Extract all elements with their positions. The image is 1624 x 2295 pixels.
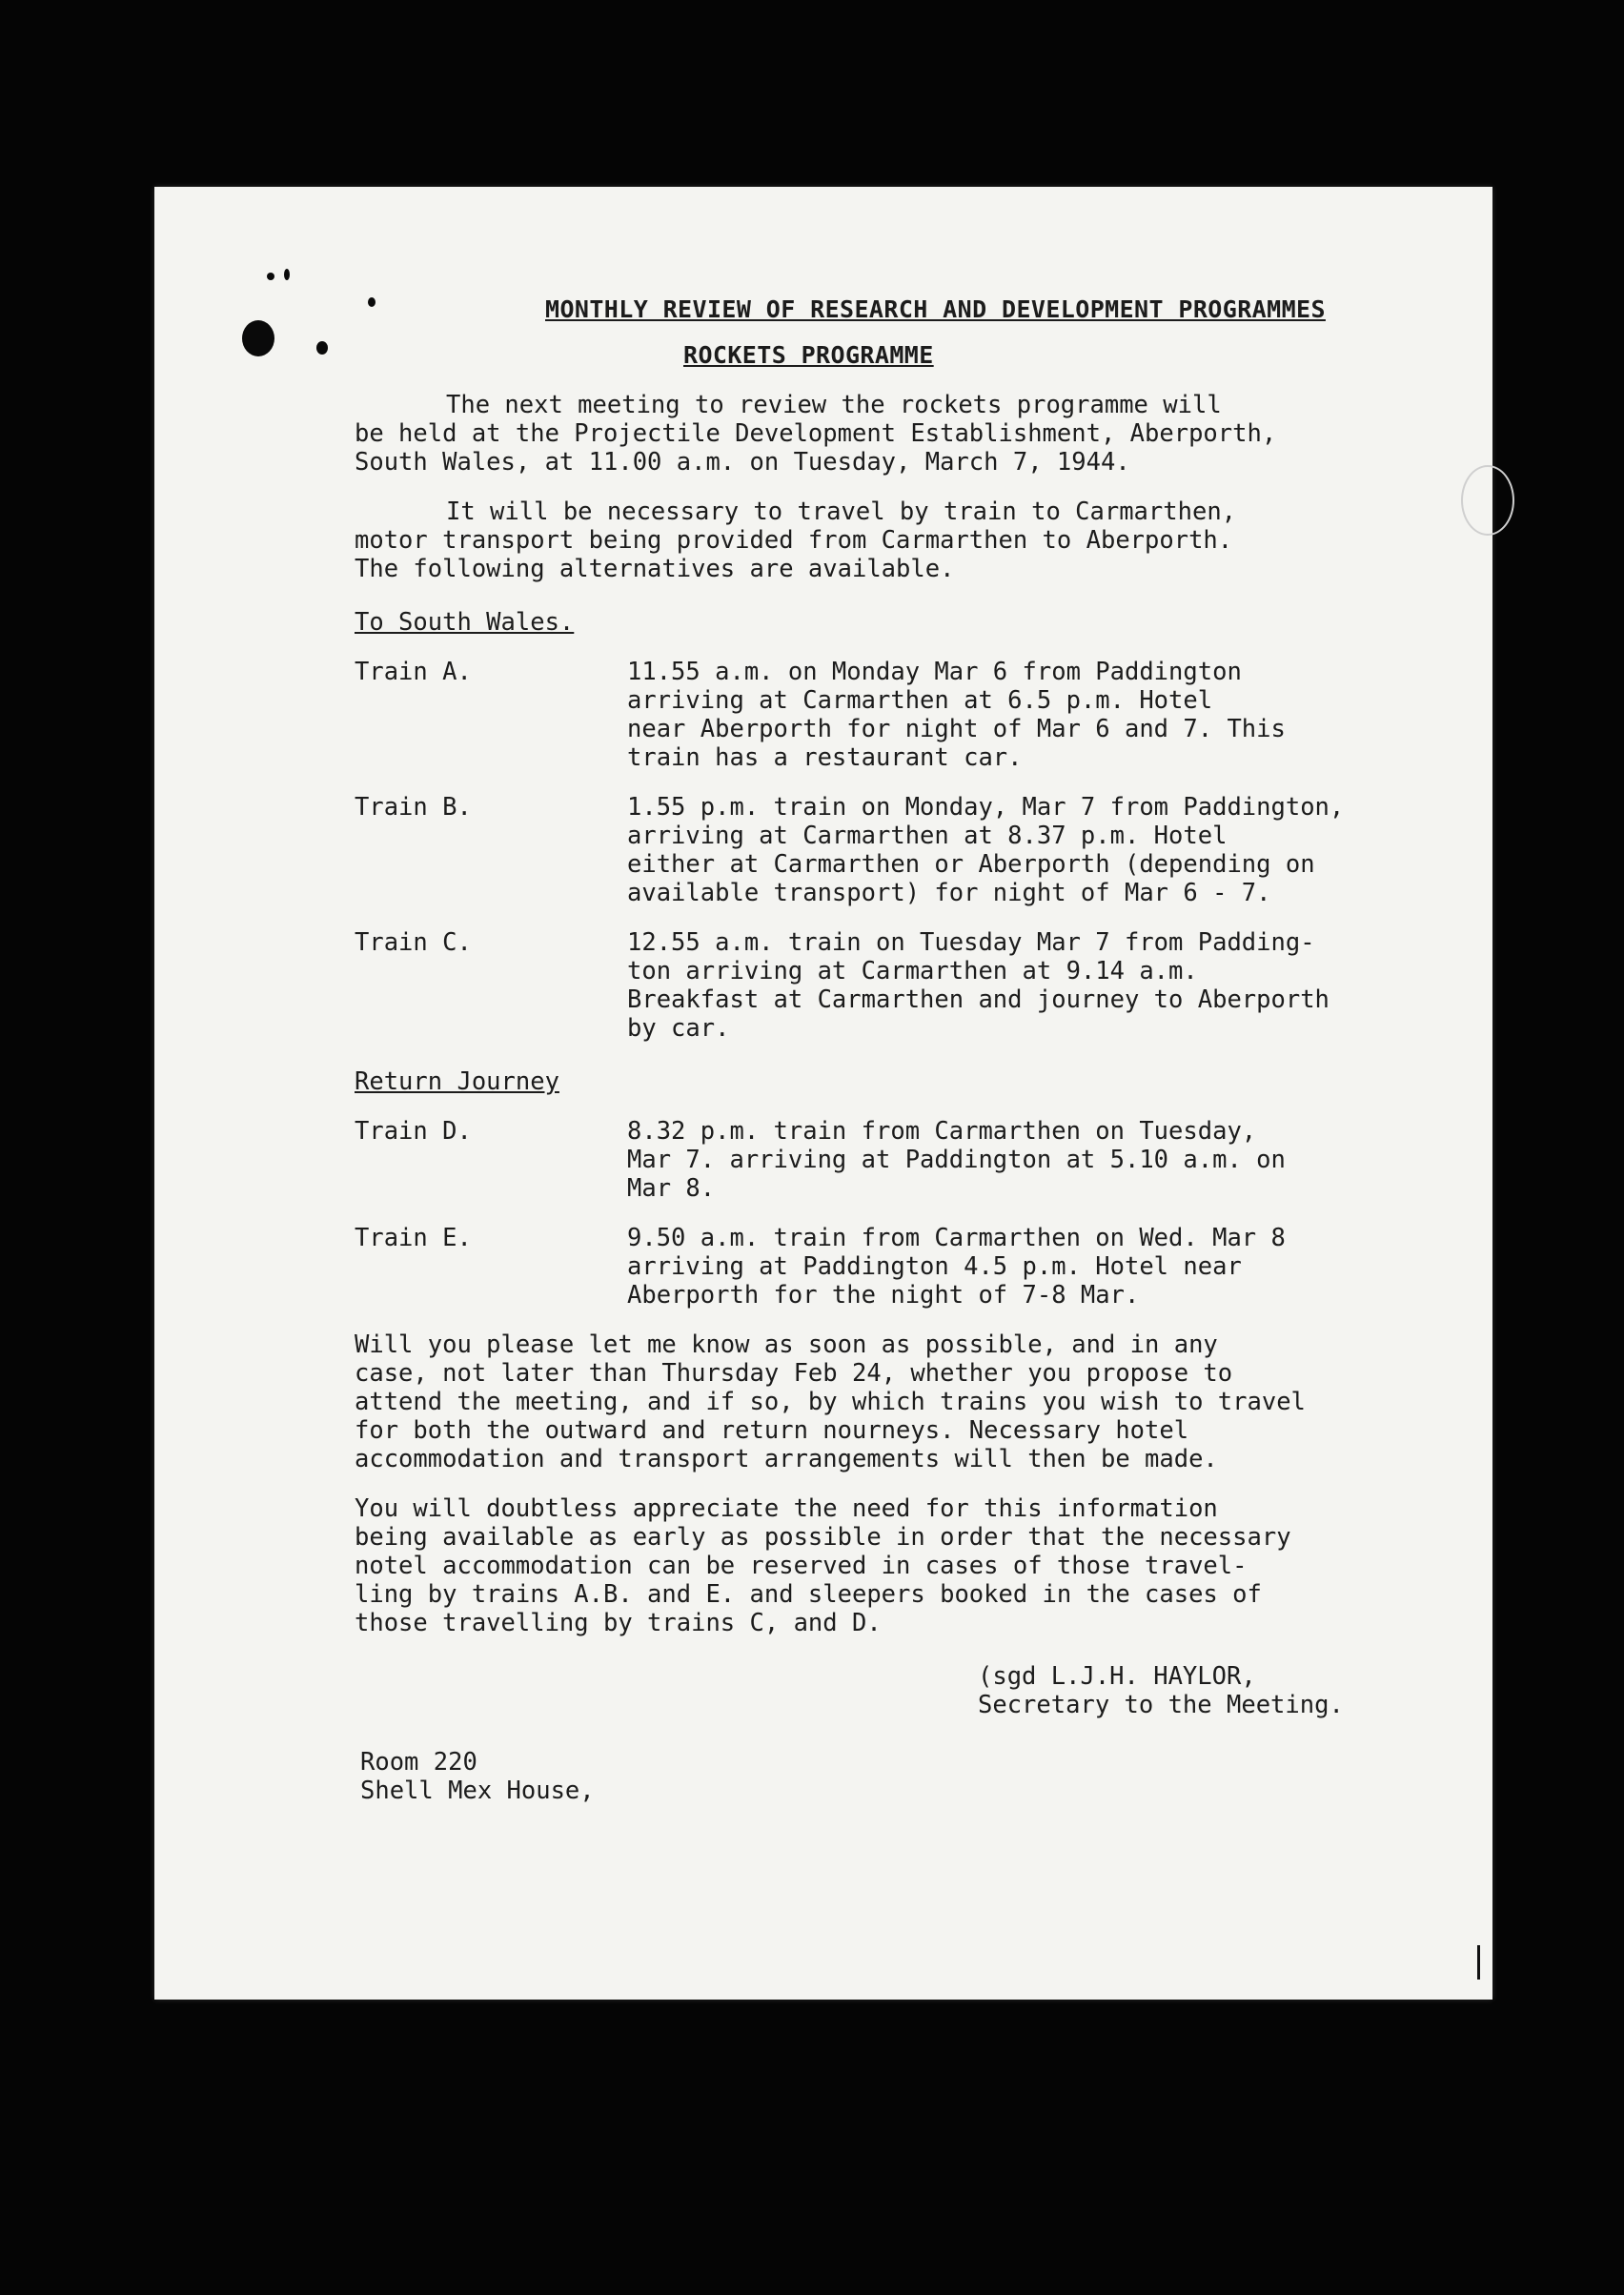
train-label: Train C. xyxy=(355,928,472,957)
train-details: 9.50 a.m. train from Carmarthen on Wed. Mar 8 arriving at Paddington 4.5 p.m. Hotel near Aberporth for the night of 7-8 Mar. xyxy=(627,1224,1286,1310)
train-entry xyxy=(355,793,1451,907)
pen-mark xyxy=(1477,1945,1480,1980)
train-label: Train E. xyxy=(355,1224,472,1252)
document-subtitle: ROCKETS PROGRAMME xyxy=(683,341,934,369)
memo-body xyxy=(355,295,1451,1805)
ink-spot xyxy=(267,273,274,280)
train-details: 1.55 p.m. train on Monday, Mar 7 from Paddington, arriving at Carmarthen at 8.37 p.m. Hotel either at Carmarthen or Aberporth (depending on available transport) for night of Mar 6 - 7. xyxy=(627,793,1345,907)
travel-paragraph: It will be necessary to travel by train to Carmarthen, motor transport being provided from Carmarthen to Aberporth. The following alternatives are available. xyxy=(355,498,1237,583)
train-label: Train D. xyxy=(355,1117,472,1146)
document-page xyxy=(154,187,1492,2000)
train-label: Train B. xyxy=(355,793,472,822)
ink-spot xyxy=(284,269,290,280)
request-paragraph: Will you please let me know as soon as possible, and in any case, not later than Thursday Feb 24, whether you propose to attend the meeting, and if so, by which trains you wish to travel for both the outward and return nourneys. Necessary hotel accommodation and transport arrangements will then be made. xyxy=(355,1330,1306,1473)
ink-spot xyxy=(316,341,328,355)
address-block: Room 220 Shell Mex House, xyxy=(360,1748,595,1805)
closing-paragraph: You will doubtless appreciate the need for this information being available as early as possible in order that the necessary notel accommodation can be reserved in cases of those travel- ling by trains A.B. and E. and sleepers booked in the cases of those travelling by trains C, and D. xyxy=(355,1494,1291,1637)
signature-block: (sgd L.J.H. HAYLOR, Secretary to the Meeting. xyxy=(978,1662,1344,1719)
train-details: 11.55 a.m. on Monday Mar 6 from Paddington arriving at Carmarthen at 6.5 p.m. Hotel near Aberporth for night of Mar 6 and 7. This train has a restaurant car. xyxy=(627,658,1286,772)
train-entry xyxy=(355,928,1451,1043)
train-details: 8.32 p.m. train from Carmarthen on Tuesday, Mar 7. arriving at Paddington at 5.10 a.m. on Mar 8. xyxy=(627,1117,1286,1203)
train-label: Train A. xyxy=(355,658,472,686)
section-heading-return: Return Journey xyxy=(355,1067,559,1096)
train-entry xyxy=(355,1224,1451,1310)
train-entry xyxy=(355,1117,1451,1203)
intro-paragraph: The next meeting to review the rockets programme will be held at the Projectile Development Establishment, Aberporth, South Wales, at 11.00 a.m. on Tuesday, March 7, 1944. xyxy=(355,391,1277,477)
ink-blot xyxy=(242,320,274,356)
punch-hole-mark xyxy=(1461,465,1514,536)
train-entry xyxy=(355,658,1451,772)
section-heading-south-wales: To South Wales. xyxy=(355,608,575,637)
document-title: MONTHLY REVIEW OF RESEARCH AND DEVELOPMENT PROGRAMMES xyxy=(545,295,1326,323)
train-details: 12.55 a.m. train on Tuesday Mar 7 from Padding- ton arriving at Carmarthen at 9.14 a.m. Breakfast at Carmarthen and journey to Aberporth by car. xyxy=(627,928,1330,1043)
